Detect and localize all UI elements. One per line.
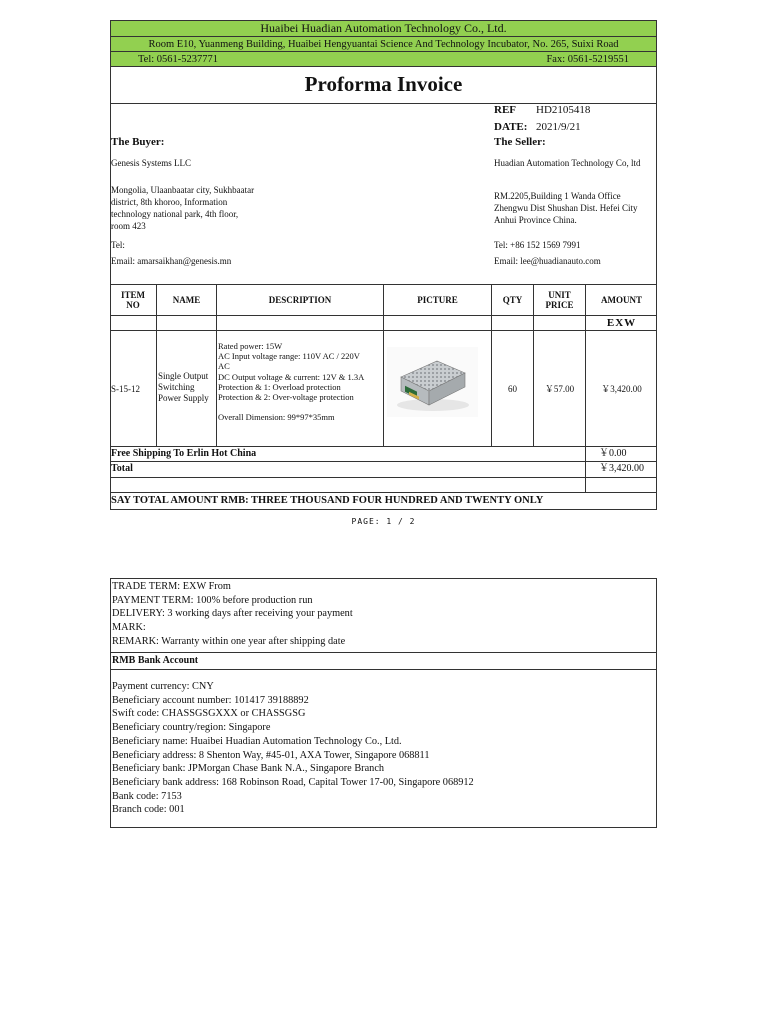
page-number: PAGE: 1 / 2: [351, 517, 416, 526]
header-amount: AMOUNT: [601, 295, 642, 305]
header-name: NAME: [172, 295, 201, 305]
header-qty: QTY: [502, 295, 523, 305]
buyer-email: Email: amarsaikhan@genesis.mn: [111, 256, 232, 266]
ref-label: REF: [494, 104, 516, 116]
row-name: Single Output Switching Power Supply: [158, 371, 209, 403]
company-fax: Fax: 0561-5219551: [546, 53, 629, 65]
bank-details: Payment currency: CNY Beneficiary account number: 101417 39188892 Swift code: CHASSGSGXXX or CHASSGSG Beneficiary country/region: Singapore Beneficiary name: Huaibei Huadian Automation Technology Co., Ltd. Beneficiary address: 8 Shenton Way, #45-01, AXA Tower, Singapore 068811 Beneficiary bank: JPMorgan Chase Bank N.A., Singapore Branch Beneficiary bank address: 168 Robinson Road, Capital Tower 17-00, Singapore 068912 Bank code: 7153 Branch code: 001: [112, 681, 474, 816]
mark-term: MARK:: [112, 622, 146, 634]
seller-address: RM.2205,Building 1 Wanda Office Zhengwu Dist Shushan Dist. Hefei City Anhui Province China.: [494, 191, 638, 225]
company-name-bar: [110, 20, 657, 37]
row-item-no: S-15-12: [111, 383, 140, 394]
total-value: ￥3,420.00: [599, 463, 644, 474]
buyer-name: Genesis Systems LLC: [111, 158, 191, 168]
bank-heading: RMB Bank Account: [112, 655, 199, 666]
header-description: DESCRIPTION: [268, 295, 332, 305]
payment-term: PAYMENT TERM: 100% before production run: [112, 594, 313, 606]
company-tel: Tel: 0561-5237771: [138, 53, 219, 65]
company-address: Room E10, Yuanmeng Building, Huaibei Hengyuantai Science And Technology Incubator, No. 265, Suixi Road: [148, 38, 619, 50]
trade-term: TRADE TERM: EXW From: [112, 581, 231, 592]
remark-term: REMARK: Warranty within one year after shipping date: [112, 635, 346, 647]
product-image: [387, 347, 478, 417]
say-total: SAY TOTAL AMOUNT RMB: THREE THOUSAND FOUR HUNDRED AND TWENTY ONLY: [111, 495, 544, 506]
page-title: Proforma Invoice: [304, 72, 463, 96]
row-unit-price: ￥57.00: [544, 383, 575, 394]
row-amount: ￥3,420.00: [601, 383, 642, 394]
term-exw: EXW: [606, 316, 637, 329]
row-qty: 60: [508, 383, 517, 394]
company-contact-bar: [110, 51, 657, 67]
total-label: Total: [111, 463, 133, 474]
shipping-label: Free Shipping To Erlin Hot China: [111, 448, 257, 459]
header-item-no: ITEM NO: [120, 290, 145, 310]
power-supply-icon: [387, 347, 478, 417]
seller-tel: Tel: +86 152 1569 7991: [494, 240, 581, 250]
terms-list: [112, 580, 353, 649]
company-address-bar: [110, 36, 657, 52]
date-value: 2021/9/21: [536, 121, 581, 133]
ref-value: HD2105418: [536, 104, 591, 116]
header-picture: PICTURE: [417, 295, 458, 305]
buyer-address: Mongolia, Ulaanbaatar city, Sukhbaatar district, 8th khoroo, Information technology national park, 4th floor, room 423: [111, 185, 255, 231]
buyer-tel: Tel:: [111, 240, 125, 250]
seller-name: Huadian Automation Technology Co, ltd: [494, 158, 641, 168]
company-name: Huaibei Huadian Automation Technology Co., Ltd.: [260, 21, 507, 35]
delivery-term: DELIVERY: 3 working days after receiving your payment: [112, 608, 353, 620]
row-description: Rated power: 15W AC Input voltage range: 110V AC / 220V AC DC Output voltage & current: 12V & 1.3A Protection & 1: Overload protection Protection & 2: Over-voltage protection Overall Dimension: 99*97*35mm: [218, 341, 365, 423]
date-label: DATE:: [494, 121, 528, 133]
header-unit-price: UNIT PRICE: [545, 290, 574, 310]
seller-email: Email: lee@huadianauto.com: [494, 256, 601, 266]
buyer-heading: The Buyer:: [111, 136, 165, 148]
shipping-value: ￥0.00: [599, 448, 627, 459]
seller-heading: The Seller:: [494, 136, 546, 148]
